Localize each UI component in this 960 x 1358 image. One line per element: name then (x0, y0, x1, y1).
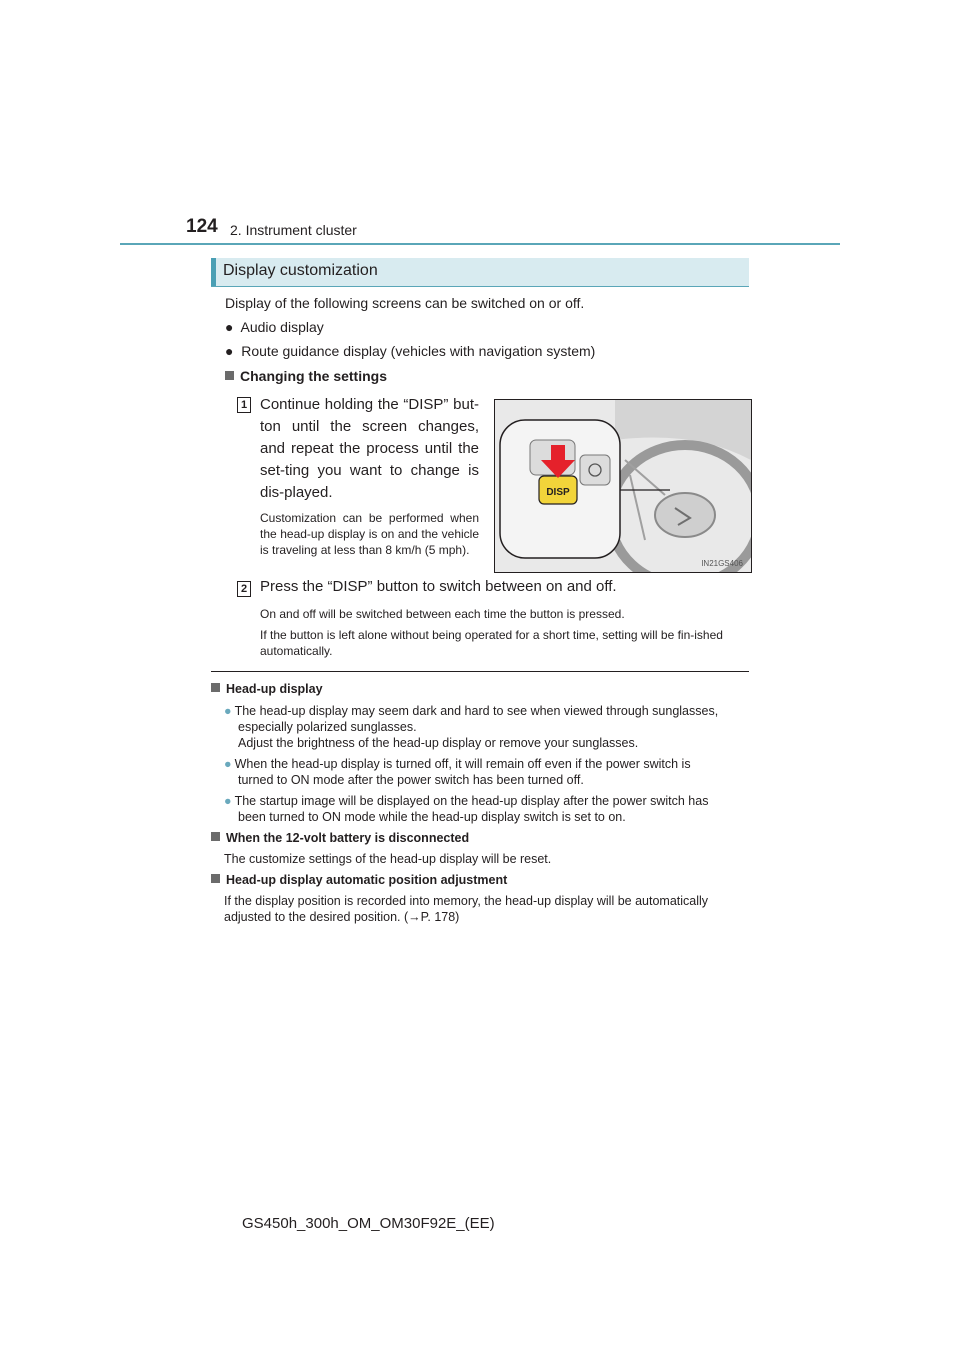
section-title: Display customization (223, 262, 378, 279)
section-divider (211, 671, 749, 672)
bullet-item (225, 317, 324, 337)
section-accent (211, 258, 216, 286)
info-item: ● The startup image will be displayed on the head-up display after the power switch has been turned to ON mode while the head-up display switch is set to on. (224, 794, 709, 824)
square-bullet-icon (225, 371, 234, 380)
subsection-heading: Changing the settings (225, 368, 387, 384)
chapter-title: 2. Instrument cluster (230, 222, 357, 238)
step-1-note: Customization can be performed when the head-up display is on and the vehicle is traveling at less than 8 km/h (5 mph). (260, 511, 479, 557)
dashboard-illustration (495, 400, 751, 572)
header-rule (120, 243, 840, 245)
info-item: ● The head-up display may seem dark and hard to see when viewed through sunglasses, especially polarized sunglasses. Adjust the brightness of the head-up display or remove your sunglasses. (224, 704, 719, 750)
info-text: If the display position is recorded into memory, the head-up display will be automatically adjusted to the desired position. (→P. 178) (224, 894, 709, 924)
square-bullet-icon (211, 683, 220, 692)
bullet-label: Audio display (240, 319, 324, 335)
figure-code: IN21GS406 (701, 559, 743, 568)
step-2-badge: 2 (237, 581, 251, 597)
bullet-label: Route guidance display (vehicles with navigation system) (241, 343, 596, 359)
info-heading: Head-up display (211, 682, 323, 696)
bullet-item (225, 341, 595, 361)
info-heading: Head-up display automatic position adjustment (211, 873, 507, 887)
info-item: ● When the head-up display is turned off, it will remain off even if the power switch is turned to ON mode after the power switch has been turned off. (224, 757, 691, 787)
round-bullet-icon: ● (224, 794, 232, 808)
bullet-icon: ● (225, 319, 234, 335)
intro-text: Display of the following screens can be switched on or off. (225, 295, 585, 311)
disp-button-illustration (494, 399, 752, 573)
info-text: The customize settings of the head-up display will be reset. (224, 852, 552, 866)
disp-button-label: DISP (546, 487, 570, 498)
square-bullet-icon (211, 874, 220, 883)
step-1-text: Continue holding the “DISP” but-ton until the screen changes, and repeat the process until the set-ting you want to change is dis-played. (260, 396, 479, 501)
step-2-note: If the button is left alone without being operated for a short time, setting will be fin-ished automatically. (260, 628, 723, 658)
footer-code: GS450h_300h_OM_OM30F92E_(EE) (242, 1215, 495, 1232)
step-2-note: On and off will be switched between each time the button is pressed. (260, 607, 625, 621)
section-header (211, 258, 749, 287)
step-2-text: Press the “DISP” button to switch between on and off. (260, 578, 617, 595)
info-heading: When the 12-volt battery is disconnected (211, 831, 469, 845)
page-number: 124 (186, 216, 218, 237)
round-bullet-icon: ● (224, 704, 232, 718)
step-1-badge: 1 (237, 397, 251, 413)
round-bullet-icon: ● (224, 757, 232, 771)
bullet-icon: ● (225, 343, 234, 359)
square-bullet-icon (211, 832, 220, 841)
